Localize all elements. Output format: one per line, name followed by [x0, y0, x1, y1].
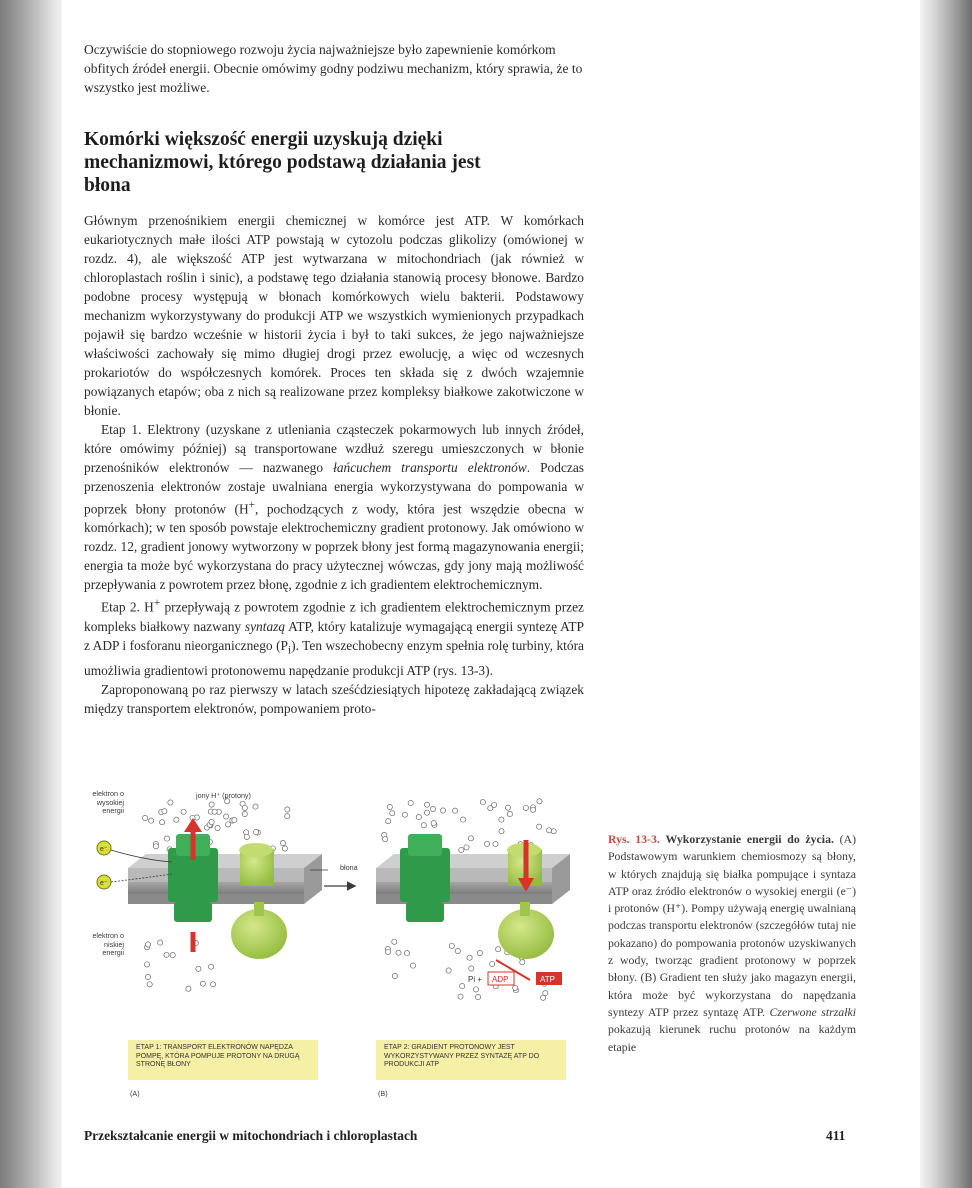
proton-bubble [280, 840, 285, 845]
proton-bubble [449, 943, 454, 948]
proton-bubble [464, 845, 469, 850]
proton-bubble [285, 814, 290, 819]
svg-text:ATP: ATP [540, 975, 555, 984]
panel-a-label: (A) [130, 1089, 140, 1098]
proton-bubble [145, 962, 150, 967]
proton-bubble [430, 806, 435, 811]
proton-bubble [446, 968, 451, 973]
proton-bubble [242, 805, 247, 810]
page-edge-shadow [920, 0, 972, 1188]
proton-bubble [505, 805, 510, 810]
proton-bubble [170, 953, 175, 958]
proton-bubble [480, 800, 485, 805]
proton-bubble [537, 824, 542, 829]
paragraph-3: Etap 2. H+ przepływają z powrotem zgodnie z ich gradientem elektrochemicznym przez kompleks białkowy nazwany syntazą ATP, który katalizuje wymagającą energii syntezę ATP z ADP i fosforanu nieorganicznego $(P_i)$. Ten wszechobecny enzym spełnia rolę turbiny, która umożliwia gradientowi protonowemu napędzanie produkcji ATP (rys. 13-3). [84, 597, 585, 678]
figure-caption: Rys. 13-3. Wykorzystanie energii do życia. (A) Podstawowym warunkiem chemiosmozy są błony, w których znajdują się białka pompujące i syntaza ATP oraz źródło elektronów o wysokiej energii (e⁻) i protonów (H⁺). Pompy używają energię uwalnianą podczas transportu elektronów (szczegółów tutaj nie pokazano) do pompowania protonów uzyskiwanych z wody, tworząc gradient protonowy w poprzek błony. (B) Gradient ten służy jako magazyn energii, która może być wykorzystana do napędzania syntezy ATP przez syntazę ATP. Czerwone strzałki pokazują kierunek ruchu protonów na każdym etapie [608, 832, 857, 1054]
proton-bubble [541, 995, 546, 1000]
proton-bubble [212, 809, 217, 814]
proton-bubble [461, 817, 466, 822]
proton-bubble [453, 808, 458, 813]
panel-b-diagram [376, 834, 570, 985]
proton-bubble [209, 819, 214, 824]
proton-bubble [416, 815, 421, 820]
svg-text:Pi +: Pi + [468, 975, 483, 984]
intro-paragraph: Oczywiście do stopniowego rozwoju życia najważniejsze było zapewnienie komórkom obfitych źródeł energii. Obecnie omówimy godny podziwu mechanizm, który sprawia, że to wszystko jest możliwe. [84, 42, 583, 96]
paragraph-4: Zaproponowaną po raz pierwszy w latach sześćdziesiątych hipotezę zakładającą związek między transportem elektronów, pompowaniem proto- [84, 681, 584, 716]
proton-bubble [253, 804, 258, 809]
proton-bubble [174, 817, 179, 822]
proton-bubble [383, 837, 388, 842]
proton-bubble [513, 985, 518, 990]
proton-bubble [200, 981, 205, 986]
proton-bubble [244, 834, 249, 839]
proton-bubble [162, 809, 167, 814]
proton-bubble [476, 995, 481, 1000]
proton-bubble [164, 836, 169, 841]
proton-pump-b [400, 848, 450, 902]
proton-bubble [468, 836, 473, 841]
proton-bubble [226, 822, 231, 827]
proton-bubble [386, 819, 391, 824]
proton-bubble [431, 821, 436, 826]
paragraph-2: Etap 1. Elektrony (uzyskane z utleniania cząsteczek pokarmowych lub innych źródeł, które omówimy później) są transportowane wzdłuż szeregu umieszczonych w błonie przenośników elektronów — nazwanego łańcuchem transportu elektronów. Podczas przenoszenia elektronów zostaje uwalniana energia wykorzystywana do pompowania w poprzek błony protonów (H+, pochodzących z wody, która jest wszędzie obecna w komórkach); w ten sposób powstaje elektrochemiczny gradient protonowy. Jak omówiono w rozdz. 12, gradient jonowy wytworzony w poprzek błony jest formą magazynowania energii; energia ta może być wykorzystana do pracy użytecznej wówczas, gdy jony mają możliwość przepływania z powrotem przez błonę, zgodnie z ich gradientem elektrochemicznym. [84, 422, 584, 593]
proton-bubble [282, 846, 287, 851]
label-high-energy-electron: elektron o wysokiej energii [92, 789, 124, 815]
proton-bubble [392, 939, 397, 944]
proton-bubble [209, 802, 214, 807]
label-membrane: błona [340, 863, 358, 872]
page-number: 411 [826, 1128, 846, 1143]
proton-bubble [160, 820, 165, 825]
proton-bubble [146, 942, 151, 947]
proton-bubble [385, 949, 390, 954]
proton-bubble [158, 940, 163, 945]
proton-bubble [499, 829, 504, 834]
proton-bubble [499, 817, 504, 822]
label-protons: jony H⁺ (protony) [196, 791, 251, 800]
proton-bubble [477, 950, 482, 955]
body-text [84, 211, 584, 718]
proton-bubble [181, 809, 186, 814]
proton-bubble [520, 960, 525, 965]
proton-bubble [232, 818, 237, 823]
proton-bubble [153, 844, 158, 849]
proton-bubble [147, 982, 152, 987]
proton-bubble [469, 966, 474, 971]
panel-b-label: (B) [378, 1089, 388, 1098]
label-low-energy-electron: elektron o niskiej energii [92, 931, 124, 957]
page-gutter-shadow [0, 0, 62, 1188]
stage-2-box: ETAP 2: GRADIENT PROTONOWY JEST WYKORZYSTYWANY PRZEZ SYNTAZĘ ATP DO PRODUKCJI ATP [376, 1040, 566, 1080]
proton-bubble [164, 952, 169, 957]
proton-bubble [459, 847, 464, 852]
proton-bubble [523, 805, 528, 810]
proton-bubble [484, 841, 489, 846]
proton-bubble [392, 973, 397, 978]
proton-bubble [209, 964, 214, 969]
proton-bubble [547, 828, 552, 833]
proton-bubble [421, 823, 426, 828]
section-heading: Komórki większość energii uzyskują dzięki mechanizmowi, którego podstawą działania jest błona [84, 129, 481, 196]
proton-bubble [410, 963, 415, 968]
proton-bubble [404, 951, 409, 956]
proton-bubble [455, 948, 460, 953]
proton-bubble [424, 810, 429, 815]
proton-bubble [390, 811, 395, 816]
proton-bubble [496, 947, 501, 952]
figure-13-3 [84, 790, 586, 1120]
proton-bubble [143, 815, 148, 820]
proton-bubble [402, 812, 407, 817]
proton-bubble [440, 808, 445, 813]
proton-bubble [474, 987, 479, 992]
proton-bubble [531, 807, 536, 812]
panel-a-diagram [97, 818, 322, 959]
proton-bubble [488, 806, 493, 811]
svg-text:e⁻: e⁻ [100, 880, 108, 887]
proton-bubble [490, 961, 495, 966]
proton-bubble [537, 799, 542, 804]
proton-bubble [493, 842, 498, 847]
proton-bubble [507, 812, 512, 817]
proton-bubble [387, 804, 392, 809]
proton-bubble [168, 800, 173, 805]
proton-bubble [186, 986, 191, 991]
proton-bubble [211, 982, 216, 987]
proton-bubble [460, 984, 465, 989]
svg-text:ADP: ADP [492, 975, 509, 984]
proton-bubble [196, 966, 201, 971]
stage-1-box: ETAP 1: TRANSPORT ELEKTRONÓW NAPĘDZA POMPĘ, KTÓRA POMPUJE PROTONY NA DRUGĄ STRONĘ BŁONY [128, 1040, 318, 1080]
svg-text:e⁻: e⁻ [100, 846, 108, 853]
proton-bubble [224, 814, 229, 819]
proton-bubble [242, 811, 247, 816]
proton-bubble [285, 807, 290, 812]
proton-bubble [215, 825, 220, 830]
running-footer: Przekształcanie energii w mitochondriach i chloroplastach [84, 1128, 418, 1143]
proton-bubble [396, 950, 401, 955]
proton-bubble [424, 802, 429, 807]
proton-bubble [145, 974, 150, 979]
proton-bubble [254, 829, 259, 834]
proton-bubble [408, 801, 413, 806]
proton-bubble [458, 994, 463, 999]
paragraph-1: Głównym przenośnikiem energii chemicznej w komórce jest ATP. W komórkach eukariotycznych małe ilości ATP powstają w cytozolu podczas glikolizy (omówionej w rozdz. 4), ale większość ATP jest wytwarzana w mitochondriach (jak również w chloroplastach roślin i sinic), a podstawę tego działania stanowią procesy błonowe. Bardzo podobne procesy występują w błonach komórkowych wielu bakterii. Podstawowy mechanizm wykorzystywany do produkcji ATP we wszystkich wymienionych przypadkach pojawił się bardzo wcześnie w historii życia i był to taki sukces, że jego najważniejsze właściwości zachowały się mimo długiej drogi przez ewolucję, a więc od wczesnych prokariotów do współczesnych komórek. Proces ten składa się z dwóch wzajemnie powiązanych etapów; oba z nich są realizowane przez kompleksy białkowe zakotwiczone w błonie. [84, 213, 584, 418]
proton-bubble [467, 955, 472, 960]
proton-bubble [149, 818, 154, 823]
